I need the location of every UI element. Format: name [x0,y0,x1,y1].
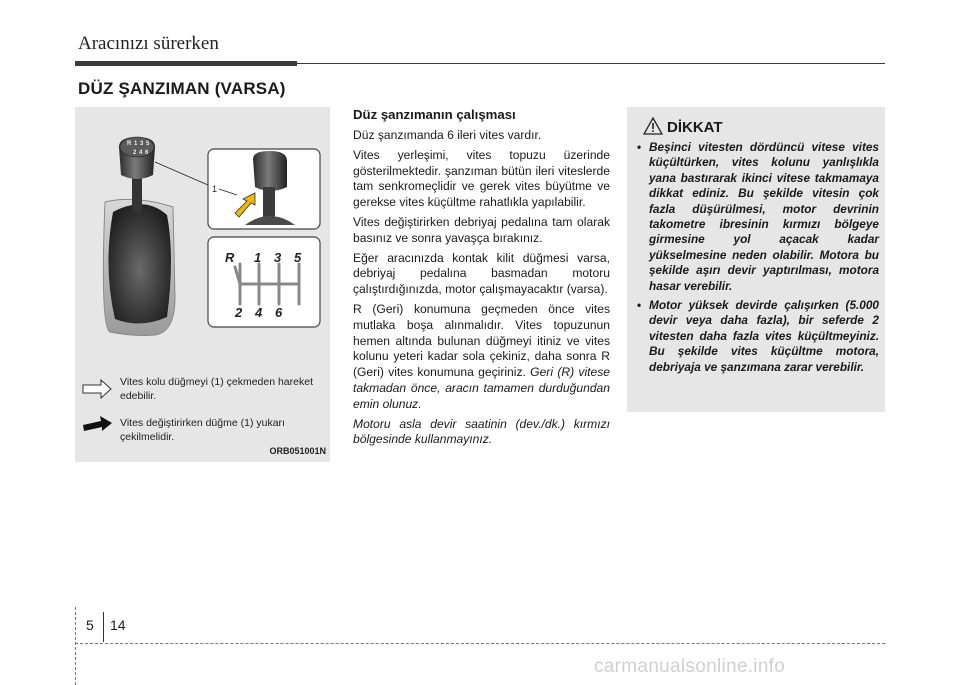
warning-triangle-icon [643,117,663,135]
page-number: 14 [110,617,126,633]
bullet-icon: • [637,298,642,313]
knob-label-3: 3 [140,141,144,147]
paragraph-5-normal: R (Geri) konumuna geçmeden önce vites mutlaka boşa alınmalıdır. Vites topuzunun hemen altında bulunan düğmeyi itiniz ve vites kolunu yeteri kadar sola çekiniz, daha sonra R (Geri) vites konumuna geçiriniz. [353,301,610,380]
caution-box [627,107,885,412]
page-chapter-number: 5 [86,617,94,633]
footer-rule [75,643,885,644]
solid-arrow-icon [83,416,112,431]
footer-divider [103,612,104,642]
paragraph-2: Vites yerleşimi, vites topuzu üzerinde gösterilmektedir. şanzıman bütün ileri viteslerde tam senkromeçlidir ve gerek vites büyütme ve gerekse vites küçültme rahatlıkla yapılabilir. [353,147,610,210]
gear-label-3: 3 [274,250,282,265]
gear-label-2: 2 [235,305,243,320]
callout-number: 1 [212,184,218,194]
chapter-title: Aracınızı sürerken [78,33,219,54]
caution-item [627,298,879,375]
shift-boot [108,204,171,323]
gear-label-1: 1 [254,250,262,265]
paragraph-5-italic: Geri (R) vitese takmadan önce, aracın tamamen durduğundan emin olunuz. [353,365,611,411]
gear-label-4: 4 [255,305,263,320]
bullet-icon: • [637,140,642,154]
figure-code: ORB051001N [269,446,326,456]
paragraph-6: Motoru asla devir saatinin (dev./dk.) kırmızı bölgesinde kullanmayınız. [353,416,610,447]
paragraph-3: Vites değiştirirken debriyaj pedalına tam olarak basınız ve sonra yavaşça bırakınız. [353,214,610,245]
knob-label-r: R [127,141,132,147]
gear-shift-illustration [75,107,330,462]
knob-label-5: 5 [146,141,150,147]
watermark: carmanualsonline.info [594,656,786,677]
knob-label-4: 4 [139,150,143,156]
caution-item-text: Motor yüksek devirde çalışırken (5.000 devir veya daha fazla), bir seferde 2 vitesten daha fazla vites küçültmeyiniz. Bu şekilde vites küçültme motora, debriyaja ve şanzımana zarar verebilir. [649,298,879,374]
outline-arrow-icon [83,380,111,398]
gear-label-6: 6 [275,305,283,320]
caution-item [627,140,879,294]
paragraph-4: Eğer aracınızda kontak kilit düğmesi varsa, debriyaj pedalına basmadan motoru çalıştırdığınızda, motor çalışmayacaktır (varsa). [353,250,610,297]
knob-label-2: 2 [133,150,137,156]
caution-list [627,140,879,379]
main-text-column [353,107,610,452]
knob-label-1: 1 [134,141,138,147]
subheading: Düz şanzımanın çalışması [353,107,516,122]
footer-vertical-rule [75,607,76,685]
legend-text-outline: Vites kolu düğmeyi (1) çekmeden hareket edebilir. [120,376,313,402]
leader-line [155,162,208,185]
paragraph-5 [353,302,610,413]
knob-label-6: 6 [145,150,149,156]
paragraph-1: Düz şanzımanda 6 ileri vites vardır. [353,128,542,142]
gear-label-5: 5 [294,250,302,265]
header-rule-thin [297,63,885,64]
legend-text-solid: Vites değiştirirken düğme (1) yukarı çekilmelidir. [120,417,285,443]
header-rule-thick [75,61,297,66]
caution-title: DİKKAT [667,119,723,136]
section-title: DÜZ ŞANZIMAN (VARSA) [78,79,286,98]
gear-shift-figure [75,107,330,462]
gear-label-r: R [225,250,235,265]
caution-item-text: Beşinci vitesten dördüncü vitese vites küçültürken, vites kolunu yanlışlıkla yana bastırarak ikinci vitese takmamaya dikkat ediniz. Bu şekilde vitesin çok fazla düşürülmesi, motor devrinin takometre ibresinin kırmızı bölgeye girmesine yol açacak kadar yükselmesine neden olabilir. Motora bu şekilde aşırı devir yaptırılması, motora hasar verebilir. [649,140,879,293]
